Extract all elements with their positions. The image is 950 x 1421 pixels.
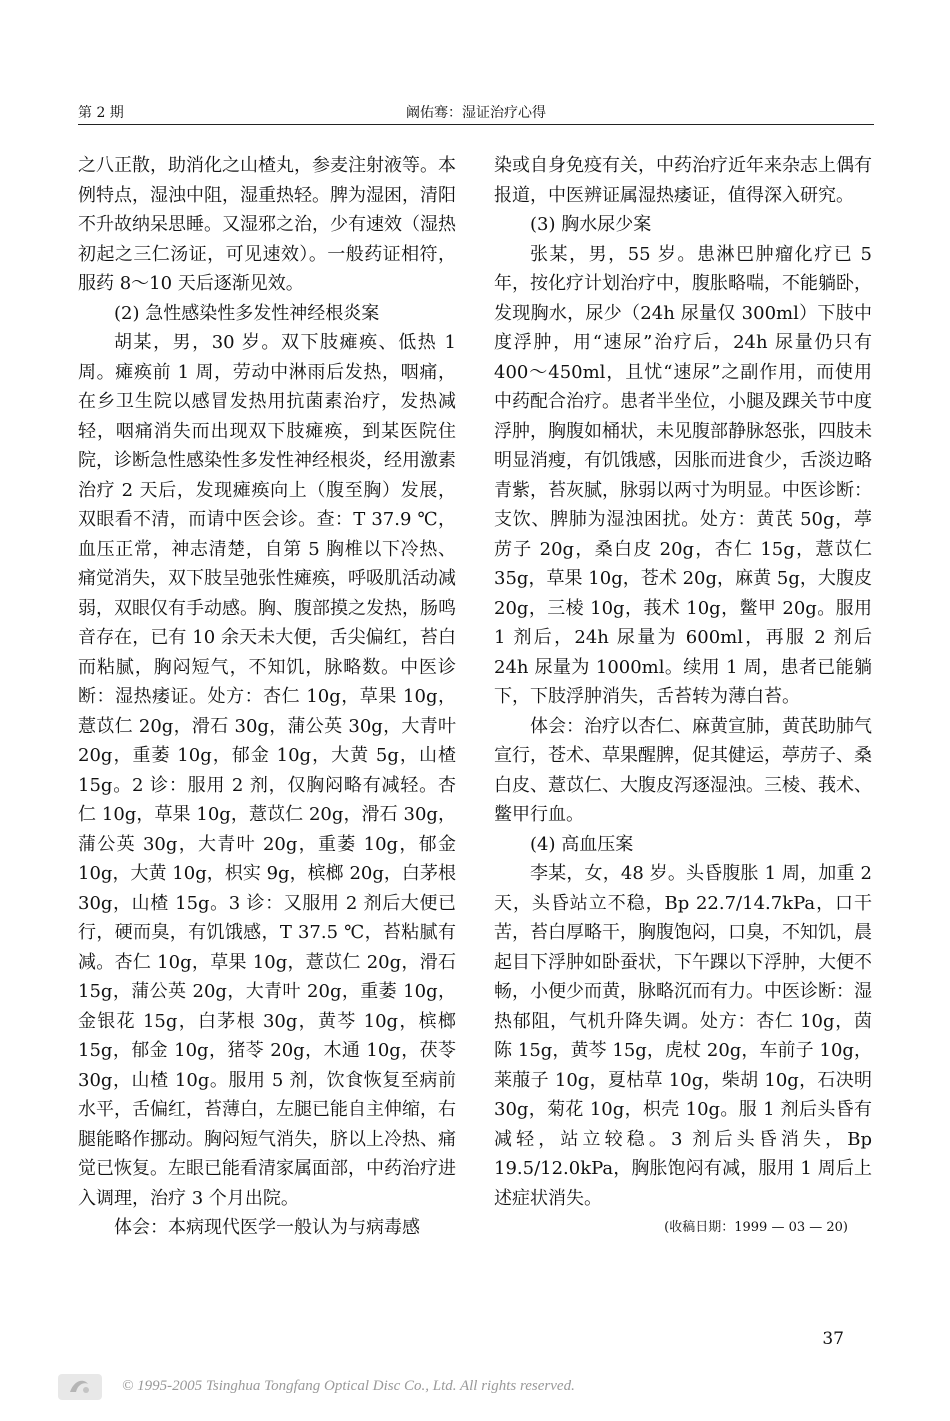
paragraph: 之八正散，助消化之山楂丸，参麦注射液等。本例特点，湿浊中阻，湿重热轻。脾为湿困，清阳不升故纳呆思睡。又湿邪之治，少有速效（湿热初起之三仁汤证，可见速效）。一般药证相符，服药 8～10 天后逐渐见效。 (78, 155, 456, 294)
paragraph: 染或自身免疫有关，中药治疗近年来杂志上偶有报道，中医辨证属湿热痿证，值得深入研究。 (494, 155, 872, 206)
publisher-logo-icon (56, 1370, 104, 1404)
section-heading: (4) 高血压案 (530, 833, 634, 855)
received-date: (收稿日期：1999 — 03 — 20) (664, 1220, 848, 1235)
section-heading: (3) 胸水尿少案 (530, 214, 652, 235)
issue-label: 第 2 期 (78, 105, 124, 121)
running-header (78, 98, 874, 125)
paragraph: 体会：本病现代医学一般认为与病毒感 (114, 1217, 420, 1238)
copyright-text: © 1995-2005 Tsinghua Tongfang Optical Disc Co., Ltd. All rights reserved. (122, 1378, 575, 1394)
paragraph: 胡某，男，30 岁。双下肢瘫痪、低热 1 周。瘫痪前 1 周，劳动中淋雨后发热，咽痛，在乡卫生院以感冒发热用抗菌素治疗，发热减轻，咽痛消失而出现双下肢瘫痪，到某医院住院，诊断急性感染性多发性神经根炎，经用激素治疗 2 天后，发现瘫痪向上（腹至胸）发展，双眼看不清，而请中医会诊。查：T 37.9 ℃，血压正常，神志清楚，自第 5 胸椎以下冷热、痛觉消失，双下肢呈弛张性瘫痪，呼吸肌活动减弱，双眼仅有手动感。胸、腹部摸之发热，肠鸣音存在，已有 10 余天未大便，舌尖偏红，苔白而粘腻，胸闷短气，不知饥，脉略数。中医诊断：湿热痿证。处方：杏仁 10g，草果 10g，薏苡仁 20g，滑石 30g，蒲公英 30g，大青叶 20g，重萎 10g，郁金 10g，大黄 5g，山楂 15g。2 诊：服用 2 剂，仅胸闷略有减轻。杏仁 10g，草果 10g，薏苡仁 20g，滑石 30g，蒲公英 30g，大青叶 20g，重萎 10g，郁金 10g，大黄 10g，枳实 9g，槟榔 20g，白茅根 30g，山楂 15g。3 诊：又服用 2 剂后大便已行，硬而臭，有饥饿感，T 37.5 ℃，苔粘腻有减。杏仁 10g，草果 10g，薏苡仁 20g，滑石 15g，蒲公英 20g，大青叶 20g，重萎 10g，金银花 15g，白茅根 30g，黄芩 10g，槟榔 15g，郁金 10g，猪苓 20g，木通 10g，茯苓 30g，山楂 10g。服用 5 剂，饮食恢复至病前水平，舌偏红，苔薄白，左腿已能自主伸缩，右腿能略作挪动。胸闷短气消失，脐以上冷热、痛觉已恢复。左眼已能看清家属面部，中药治疗进入调理，治疗 3 个月出院。 (78, 332, 456, 1209)
paragraph: 体会：治疗以杏仁、麻黄宣肺，黄芪助肺气宣行，苍术、草果醒脾，促其健运，葶苈子、桑白皮、薏苡仁、大腹皮泻逐湿浊。三棱、莪术、鳖甲行血。 (494, 715, 872, 825)
footer (56, 1370, 756, 1406)
running-title: 阚佑骞：湿证治疗心得 (406, 105, 546, 121)
left-column (78, 151, 456, 1243)
section-heading: (2) 急性感染性多发性神经根炎案 (114, 302, 380, 324)
right-column (494, 151, 872, 1242)
paragraph: 李某，女，48 岁。头昏腹胀 1 周，加重 2 天，头昏站立不稳，Bp 22.7/14.7kPa，口干苦，苔白厚略干，胸腹饱闷，口臭，不知饥，晨起目下浮肿如卧蚕状，下午踝以下浮肿，大便不畅，小便少而黄，脉略沉而有力。中医诊断：湿热郁阻，气机升降失调。处方：杏仁 10g，茵陈 15g，黄芩 15g，虎杖 20g，车前子 10g，莱菔子 10g，夏枯草 10g，柴胡 10g，石决明 30g，菊花 10g，枳壳 10g。服 1 剂后头昏有减轻，站立较稳。3 剂后头昏消失，Bp 19.5/12.0kPa，胸胀饱闷有减，服用 1 周后上述症状消失。 (494, 863, 872, 1209)
paragraph: 张某，男，55 岁。患淋巴肿瘤化疗已 5 年，按化疗计划治疗中，腹胀略喘，不能躺卧，发现胸水，尿少（24h 尿量仅 300ml）下肢中度浮肿，用“速尿”治疗后，24h 尿量仍只有 400～450ml，且忧“速尿”之副作用，而使用中药配合治疗。患者半坐位，小腿及踝关节中度浮肿，胸腹如桶状，未见腹部静脉怒张，四肢未明显消瘦，有饥饿感，因胀而进食少，舌淡边略青紫，苔灰腻，脉弱以两寸为明显。中医诊断：支饮、脾肺为湿浊困扰。处方：黄芪 50g，葶苈子 20g，桑白皮 20g，杏仁 15g，薏苡仁 35g，草果 10g，苍术 20g，麻黄 5g，大腹皮 20g，三棱 10g，莪术 10g，鳖甲 20g。服用 1 剂后，24h 尿量为 600ml，再服 2 剂后 24h 尿量为 1000ml。续用 1 周，患者已能躺下，下肢浮肿消失，舌苔转为薄白苔。 (494, 243, 872, 707)
page-number: 37 (822, 1329, 844, 1349)
